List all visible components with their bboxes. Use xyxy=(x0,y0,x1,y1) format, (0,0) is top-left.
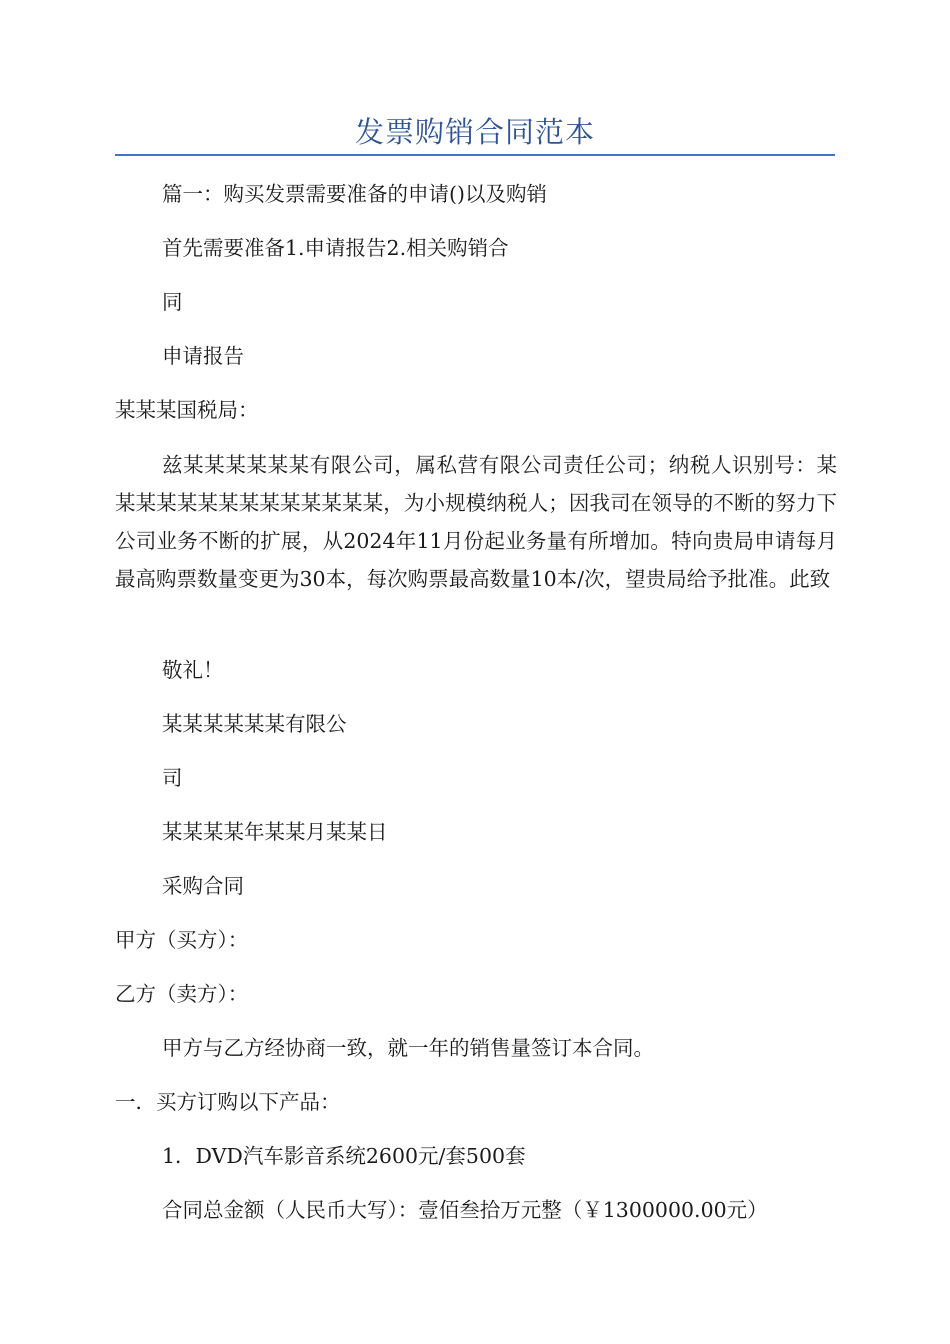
party-b-line: 乙方（卖方）： xyxy=(115,982,249,1006)
signature-company: 某某某某某某有限公 xyxy=(162,712,347,736)
application-paragraph: 兹某某某某某某有限公司，属私营有限公司责任公司；纳税人识别号：某某某某某某某某某某某某某某，为小规模纳税人；因我司在领导的不断的努力下公司业务不断的扩展，从2024年11月份起业务量有所增加。特向贵局申请每月最高购票数量变更为30本，每次购票最高数量10本/次，望贵局给予批准。此致 xyxy=(115,453,837,591)
text-line: 篇一：购买发票需要准备的申请()以及购销 xyxy=(162,182,547,206)
section-heading: 申请报告 xyxy=(162,344,244,368)
title-underline xyxy=(115,154,835,156)
clause-heading: 一．买方订购以下产品： xyxy=(115,1090,341,1114)
text-line: 司 xyxy=(162,766,183,790)
signature-date: 某某某某年某某月某某日 xyxy=(162,820,388,844)
text-line: 首先需要准备1.申请报告2.相关购销合 xyxy=(162,236,509,260)
text-line: 敬礼！ xyxy=(162,658,224,682)
section-heading: 采购合同 xyxy=(162,874,244,898)
document-title: 发票购销合同范本 xyxy=(354,115,595,149)
addressee: 某某某国税局： xyxy=(115,398,259,422)
text-line: 甲方与乙方经协商一致，就一年的销售量签订本合同。 xyxy=(162,1036,654,1060)
text-line: 同 xyxy=(162,290,183,314)
product-line: 1．DVD汽车影音系统2600元/套500套 xyxy=(162,1144,526,1168)
party-a-line: 甲方（买方）： xyxy=(115,928,249,952)
total-amount-line: 合同总金额（人民币大写）：壹佰叁拾万元整（￥1300000.00元） xyxy=(162,1198,768,1222)
